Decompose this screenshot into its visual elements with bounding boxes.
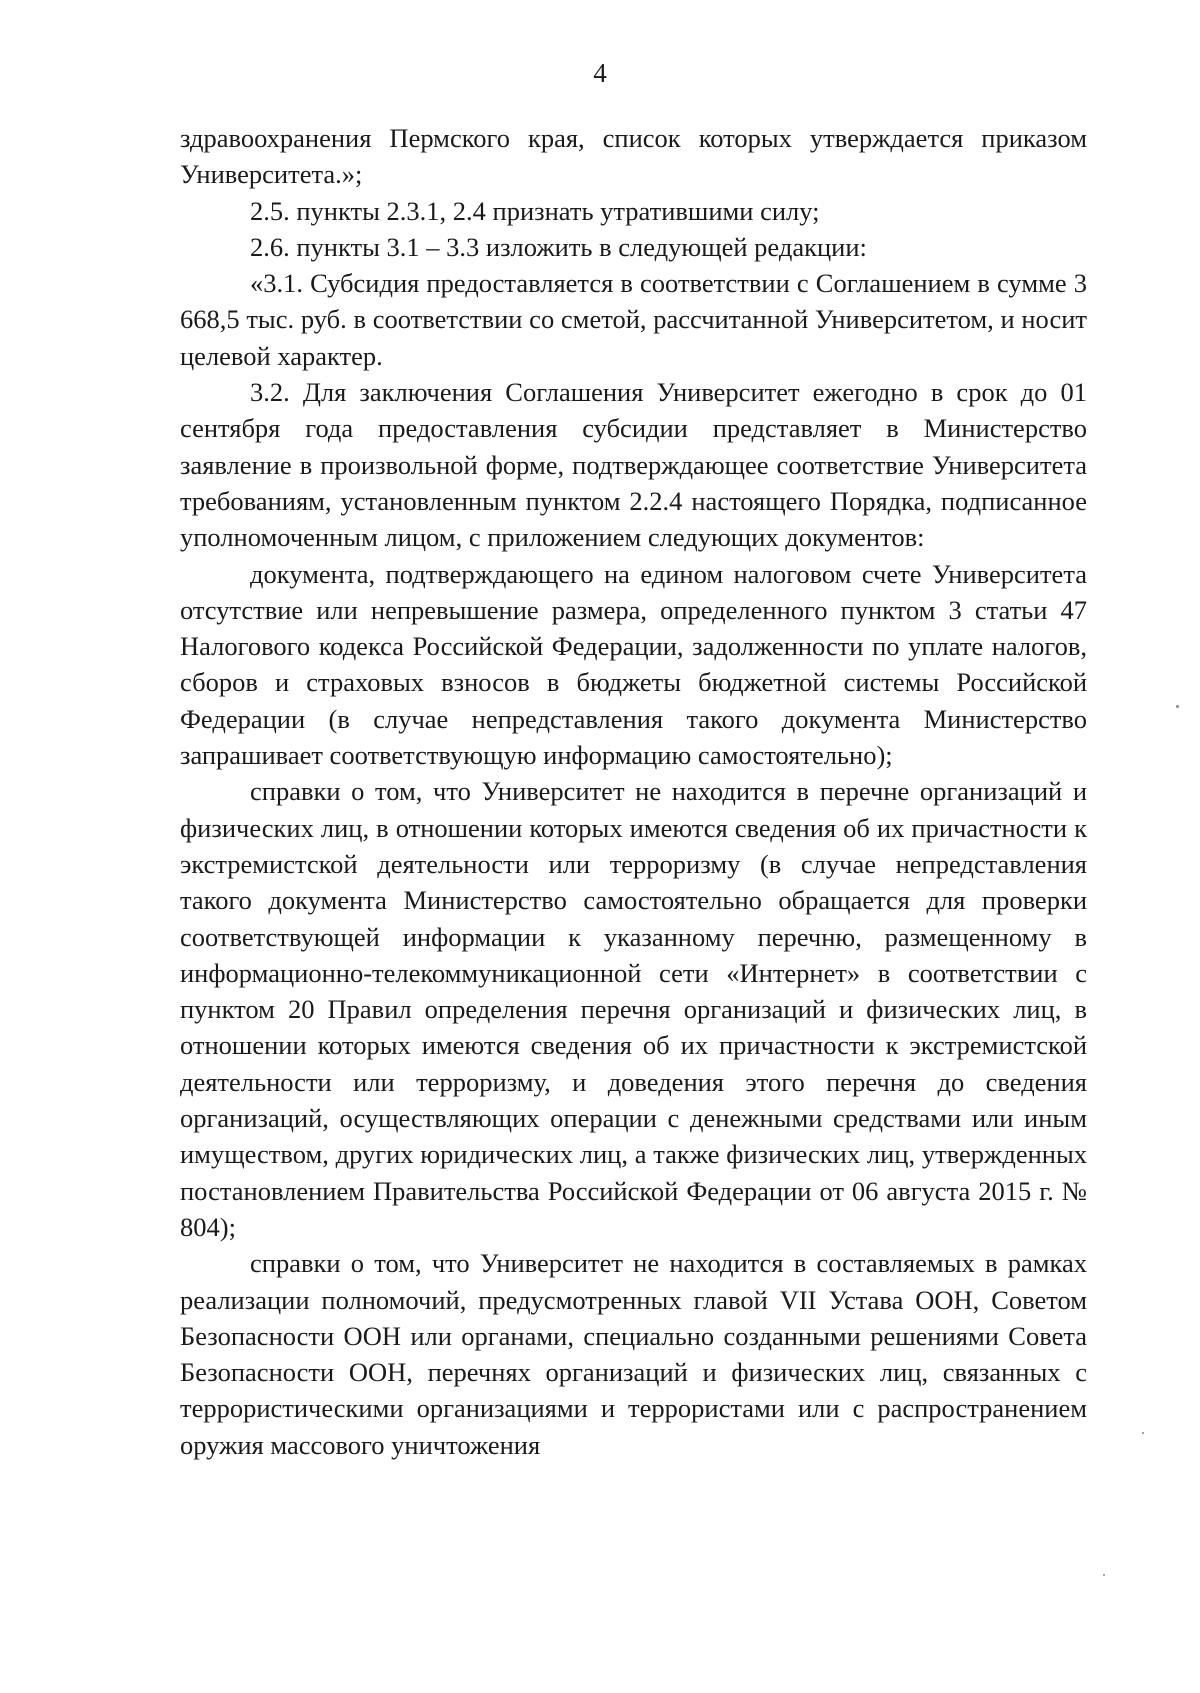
paragraph-item-3-1: «3.1. Субсидия предоставляется в соответствии с Соглашением в сумме 3 668,5 тыс. руб. в соответствии со сметой, рассчитанной Университетом, и носит целевой характер. [180, 268, 1087, 371]
page-number: 4 [593, 58, 607, 88]
scan-speck [1176, 705, 1179, 708]
paragraph-tax-document: документа, подтверждающего на едином налоговом счете Университета отсутствие или непревышение размера, определенного пунктом 3 статьи 47 Налогового кодекса Российской Федерации, задолженности по уплате налогов, сборов и страховых взносов в бюджеты бюджетной системы Российской Федерации (в случае непредставления такого документа Министерство запрашивает соответствующую информацию самостоятельно); [180, 558, 1087, 771]
paragraph-item-2-6: 2.6. пункты 3.1 – 3.3 изложить в следующей редакции: [250, 231, 867, 262]
paragraph-continuation: здравоохранения Пермского края, список которых утверждается приказом Университета.»; [180, 123, 1087, 190]
paragraph-extremism-certificate: справки о том, что Университет не находится в перечне организаций и физических лиц, в отношении которых имеются сведения об их причастности к экстремистской деятельности или терроризму (в случае непредставления такого документа Министерство самостоятельно обращается для проверки соответствующей информации к указанному перечню, размещенному в информационно-телекоммуникационной сети «Интернет» в соответствии с пунктом 20 Правил определения перечня организаций и физических лиц, в отношении которых имеются сведения об их причастности к экстремистской деятельности или терроризму, и доведения этого перечня до сведения организаций, осуществляющих операции с денежными средствами или иным имуществом, других юридических лиц, а также физических лиц, утвержденных постановлением Правительства Российской Федерации от 06 августа 2015 г. № 804); [180, 776, 1087, 1242]
paragraph-item-2-5: 2.5. пункты 2.3.1, 2.4 признать утратившими силу; [250, 195, 820, 226]
paragraph-item-3-2: 3.2. Для заключения Соглашения Университет ежегодно в срок до 01 сентября года предоставления субсидии представляет в Министерство заявление в произвольной форме, подтверждающее соответствие Университета требованиям, установленным пунктом 2.2.4 настоящего Порядка, подписанное уполномоченным лицом, с приложением следующих документов: [180, 377, 1087, 553]
scan-speck [1103, 1574, 1105, 1576]
scan-speck [1142, 1432, 1144, 1434]
document-body [180, 120, 1087, 1463]
paragraph-un-list-certificate: справки о том, что Университет не находится в составляемых в рамках реализации полномочий, предусмотренных главой VII Устава ООН, Советом Безопасности ООН или органами, специально созданными решениями Совета Безопасности ООН, перечнях организаций и физических лиц, связанных с террористическими организациями и террористами или с распространением оружия массового уничтожения [180, 1248, 1087, 1460]
